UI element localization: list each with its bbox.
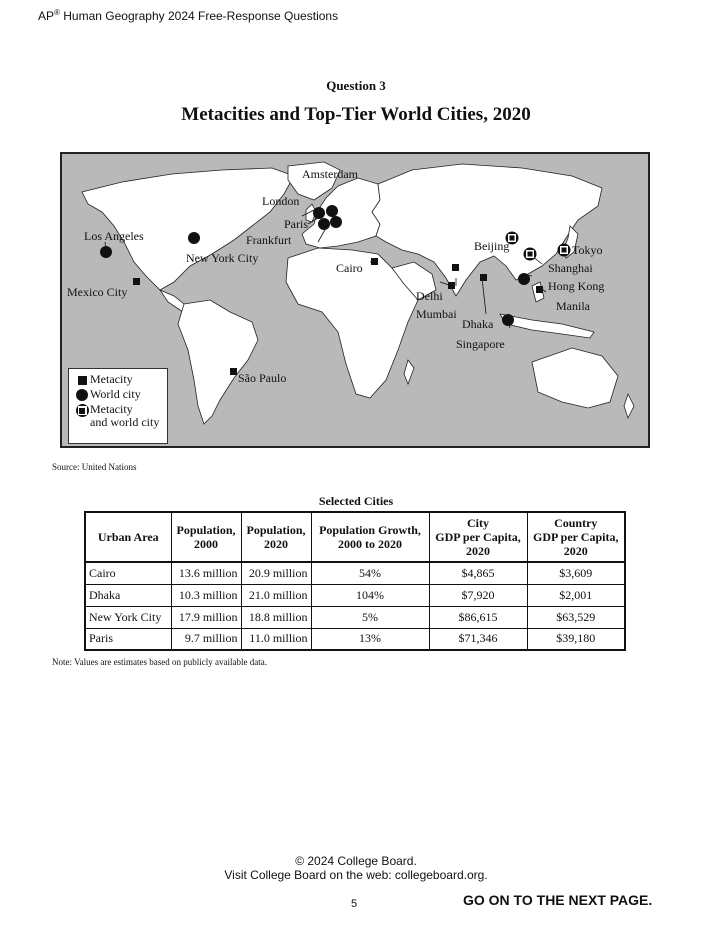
marker-shanghai bbox=[524, 248, 537, 261]
table-row: Cairo 13.6 million 20.9 million 54% $4,865 $3,609 bbox=[85, 562, 625, 584]
header-urban-area: Urban Area bbox=[85, 512, 171, 562]
header-growth: Population Growth, 2000 to 2020 bbox=[311, 512, 429, 562]
table-header-row bbox=[85, 512, 625, 562]
table-row: Paris 9.7 million 11.0 million 13% $71,346 $39,180 bbox=[85, 628, 625, 650]
label-hong-kong: Hong Kong bbox=[548, 279, 605, 293]
selected-cities-table bbox=[84, 511, 626, 651]
marker-manila bbox=[536, 286, 543, 293]
world-city-circle-icon bbox=[76, 389, 88, 401]
label-frankfurt: Frankfurt bbox=[246, 233, 292, 247]
header-pop-2020: Population, 2020 bbox=[241, 512, 311, 562]
source-note: Source: United Nations bbox=[52, 462, 137, 472]
data-note: Note: Values are estimates based on publicly available data. bbox=[52, 657, 268, 667]
label-los-angeles: Los Angeles bbox=[84, 229, 144, 243]
label-sao-paulo: São Paulo bbox=[238, 371, 287, 385]
marker-mexico-city bbox=[133, 278, 140, 285]
marker-hong-kong bbox=[518, 273, 530, 285]
world-map bbox=[60, 152, 650, 448]
label-london: London bbox=[262, 194, 300, 208]
label-cairo: Cairo bbox=[336, 261, 363, 275]
marker-los-angeles bbox=[100, 246, 112, 258]
map-legend bbox=[68, 368, 168, 444]
label-dhaka: Dhaka bbox=[462, 317, 494, 331]
next-page-notice: GO ON TO THE NEXT PAGE. bbox=[463, 892, 653, 908]
marker-new-york bbox=[188, 232, 200, 244]
legend-world-city: World city bbox=[74, 388, 162, 401]
label-mexico-city: Mexico City bbox=[67, 285, 128, 299]
south-america-shape bbox=[178, 300, 258, 424]
table-title: Selected Cities bbox=[318, 494, 394, 508]
map-title: Metacities and Top-Tier World Cities, 2020 bbox=[181, 104, 531, 125]
label-mumbai: Mumbai bbox=[416, 307, 457, 321]
label-shanghai: Shanghai bbox=[548, 261, 593, 275]
marker-frankfurt bbox=[330, 216, 342, 228]
table-row: Dhaka 10.3 million 21.0 million 104% $7,920 $2,001 bbox=[85, 584, 625, 606]
marker-tokyo bbox=[558, 244, 571, 257]
label-amsterdam: Amsterdam bbox=[302, 167, 358, 181]
australia-shape bbox=[532, 348, 618, 408]
page-header: AP® Human Geography 2024 Free-Response Questions bbox=[38, 8, 339, 23]
label-singapore: Singapore bbox=[456, 337, 505, 351]
question-label: Question 3 bbox=[326, 78, 386, 93]
marker-singapore bbox=[502, 314, 514, 326]
marker-dhaka bbox=[480, 274, 487, 281]
madagascar-shape bbox=[404, 360, 414, 384]
label-manila: Manila bbox=[556, 299, 590, 313]
marker-sao-paulo bbox=[230, 368, 237, 375]
marker-amsterdam bbox=[326, 205, 338, 217]
legend-metacity: Metacity bbox=[74, 373, 162, 386]
label-tokyo: Tokyo bbox=[572, 243, 603, 257]
label-beijing: Beijing bbox=[474, 239, 510, 253]
label-paris: Paris bbox=[284, 217, 308, 231]
header-city-gdp: City GDP per Capita, 2020 bbox=[429, 512, 527, 562]
marker-mumbai bbox=[448, 282, 455, 289]
label-delhi: Delhi bbox=[416, 289, 443, 303]
table-row: New York City 17.9 million 18.8 million 5% $86,615 $63,529 bbox=[85, 606, 625, 628]
page-number: 5 bbox=[351, 898, 358, 910]
footer-copyright: © 2024 College Board. bbox=[295, 854, 417, 868]
marker-cairo bbox=[371, 258, 378, 265]
label-new-york: New York City bbox=[186, 251, 259, 265]
marker-delhi bbox=[452, 264, 459, 271]
marker-paris bbox=[318, 218, 330, 230]
new-zealand-shape bbox=[624, 394, 634, 418]
metacity-square-icon bbox=[78, 376, 87, 385]
header-pop-2000: Population, 2000 bbox=[171, 512, 241, 562]
legend-combo: Metacity and world city bbox=[74, 403, 162, 429]
header-country-gdp: Country GDP per Capita, 2020 bbox=[527, 512, 625, 562]
footer-visit: Visit College Board on the web: collegeboard.org. bbox=[224, 868, 488, 882]
indonesia-shape bbox=[500, 314, 594, 338]
metacity-world-city-icon bbox=[76, 404, 89, 417]
marker-london bbox=[313, 207, 325, 219]
